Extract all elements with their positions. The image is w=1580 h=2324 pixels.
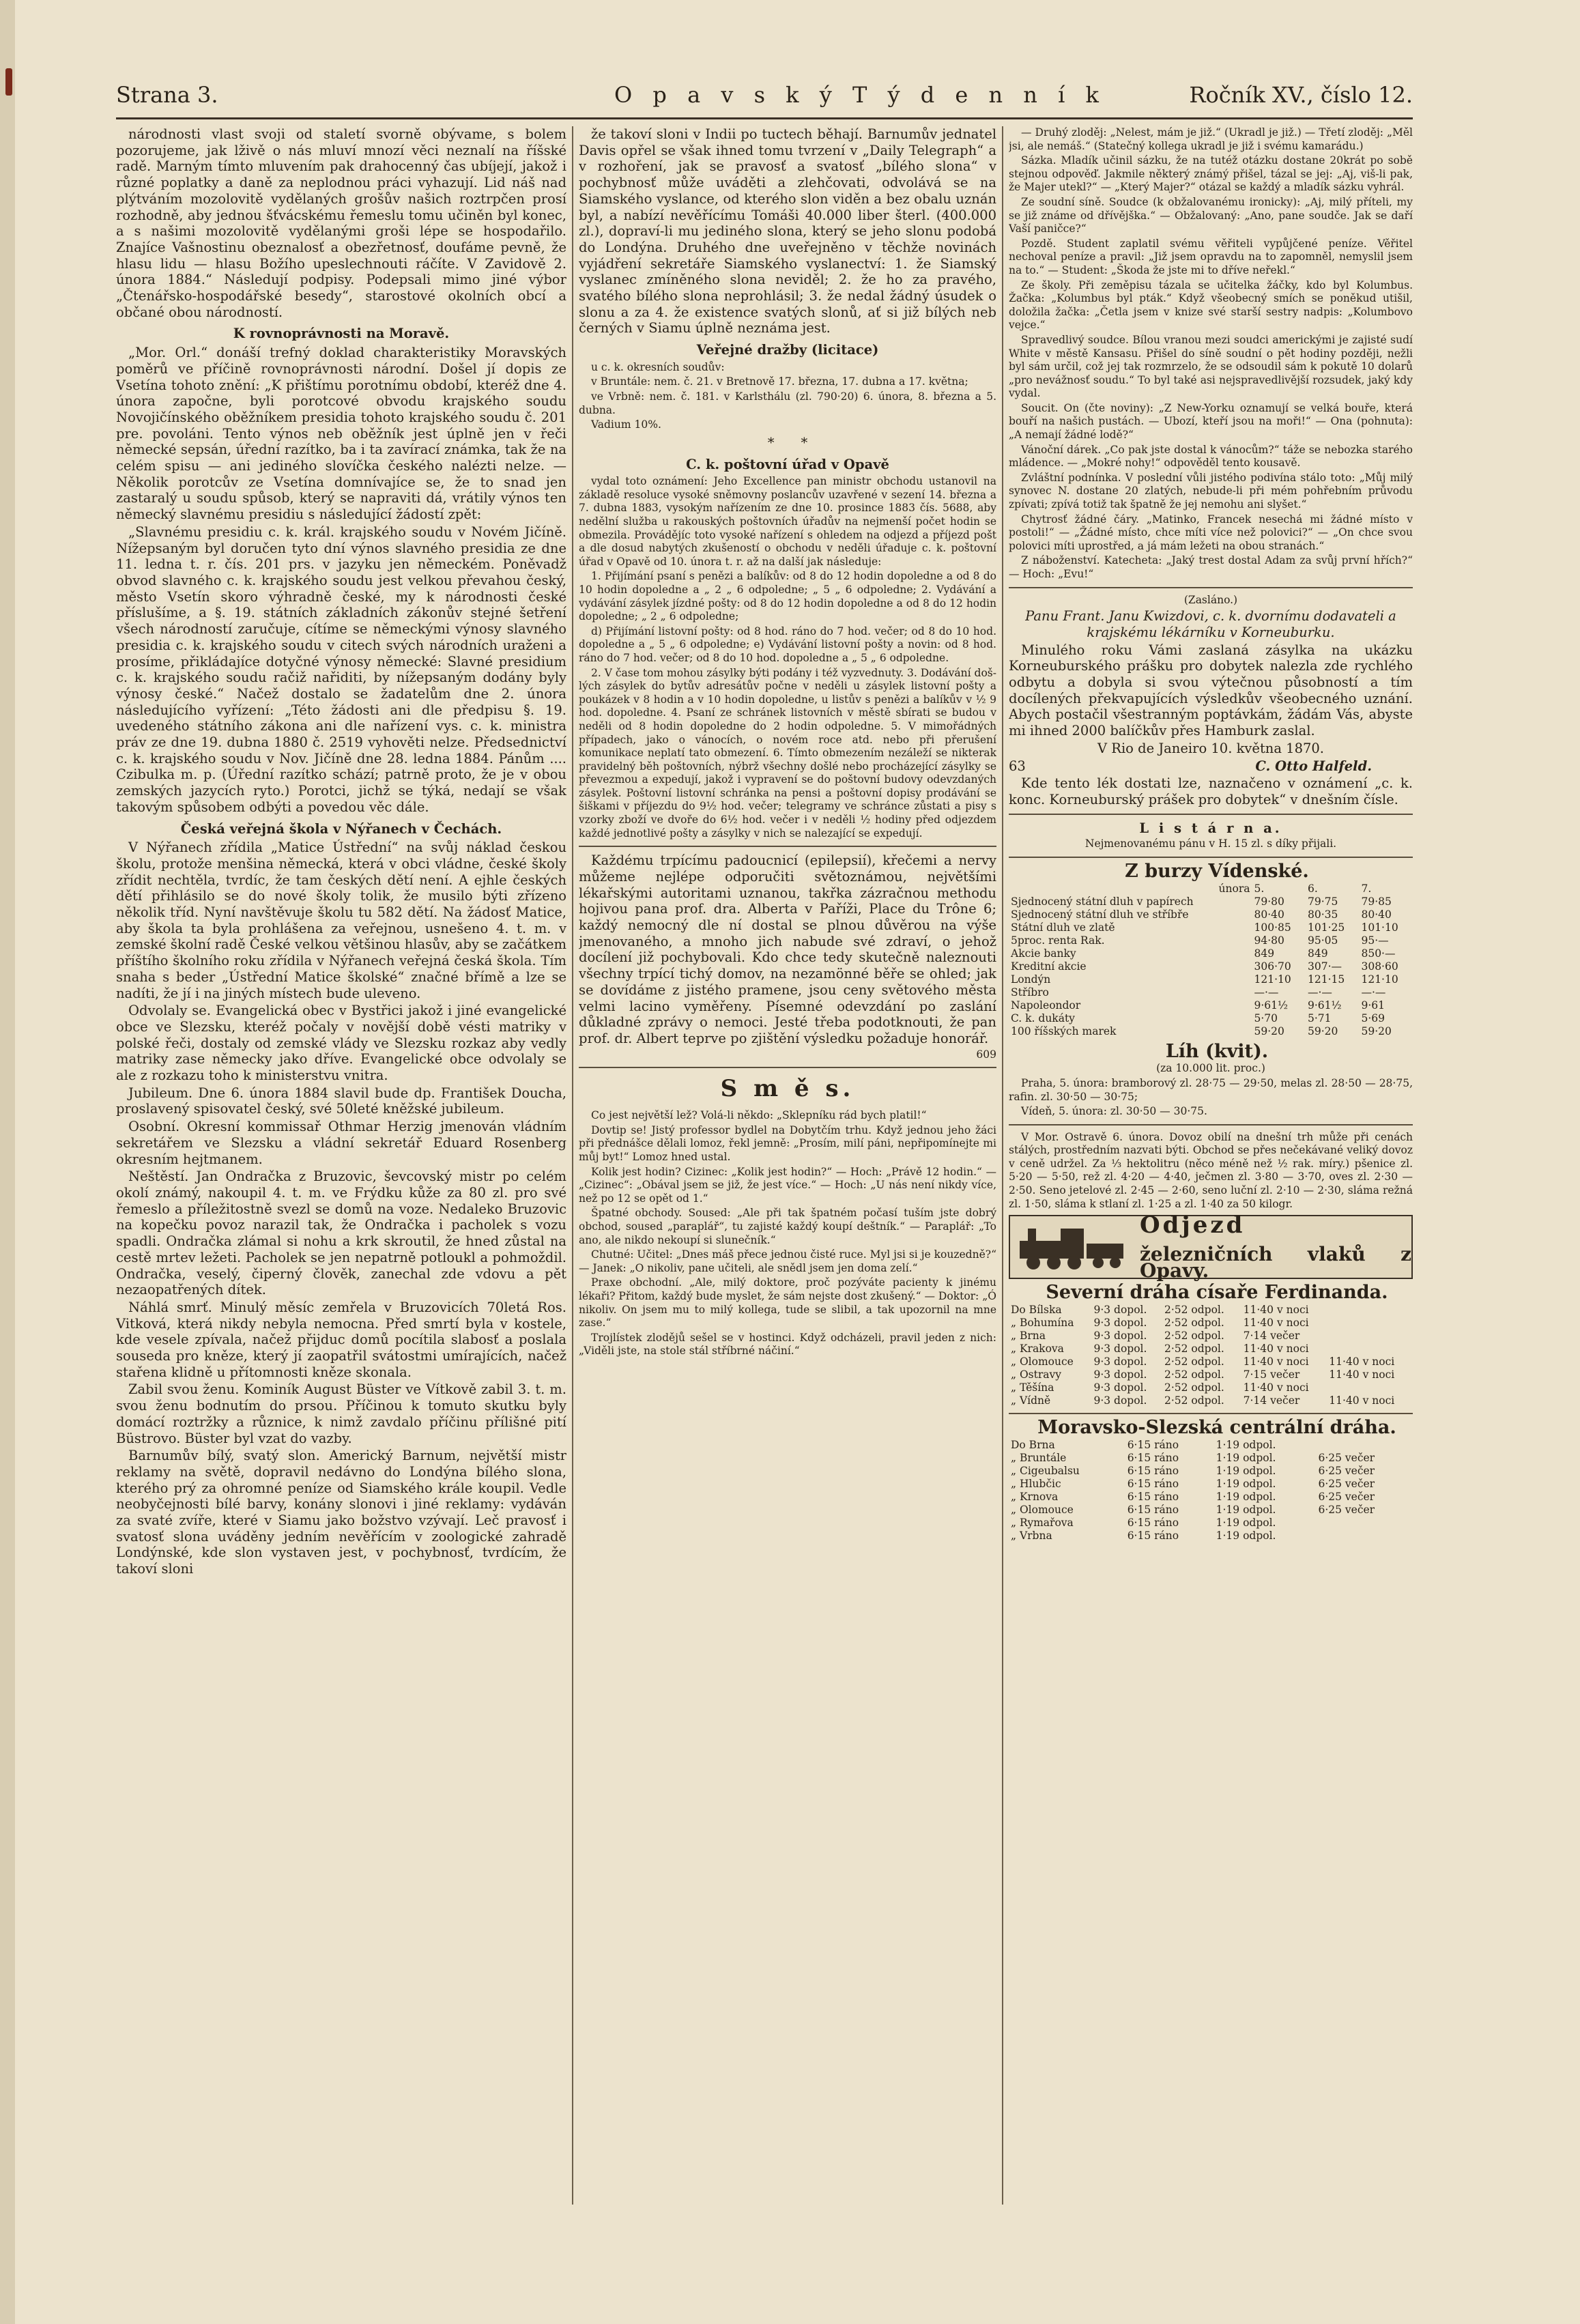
- ad-number: 63: [1009, 758, 1026, 774]
- article-title: K rovnoprávnosti na Moravě.: [233, 326, 450, 342]
- notice-text: Vadium 10%.: [591, 418, 661, 431]
- timetable-row: [1009, 1491, 1413, 1504]
- table-cell: 308·60: [1361, 960, 1398, 973]
- table-cell: [1327, 1304, 1413, 1317]
- table-cell: 1·19 odpol.: [1216, 1503, 1276, 1516]
- table-cell: 5·71: [1307, 1012, 1332, 1024]
- section-rule: [1009, 587, 1413, 588]
- table-cell: 1·19 odpol.: [1216, 1477, 1276, 1490]
- article-paragraph: „Slavnému presidiu c. k. král. krajského soudu v Novém Jičíně. Nížepsaným byl doručen tyto dní výnos slavného presidia ze dne 11. ledna t. r. čís. 201 prs. v jazyku jen německém. Poněvadž obvod slavného c. k. krajského soudu jest velkou převahou český, město Vsetín skoro výhradně české, my k národnosti české příslušíme, a §. 19. státních základních zákonův stejné šetření všech národností zaručuje, cítíme se německými výnosy slavného presidia c. k. krajského soudu v citech svých národních uraženi a prosíme, přikládajíce dotyčné výnosy německé: Slavné presidium c. k. krajského soudu račiž nařiditi, by nížepsaným dodány byly výnosy české.“ Načež dostalo se žadatelům dne 2. února následujícího vyřízení: „Této žádosti ani dle předpisu §. 19. uvedeného státního zákona ani dle nařízení vys. c. k. ministra práv ze dne 19. dubna 1880 č. 2519 vyhověti nelze. Předsednictví c. k. krajského soudu v Nov. Jičíně dne 28. ledna 1884. Pánům .... Czibulka m. p. (Úřední razítko schází; patrně proto, že je v obou zemských jazycích ryto.) Porotci, jichž se týká, nedají se však takovým spůsobem odbýti a povedou věc dále.: [116, 523, 566, 815]
- letter-address: Panu Frant. Janu Kwizdovi, c. k. dvornímu dodavateli a krajskému lékárníku v Korneuburku.: [1025, 608, 1396, 640]
- table-cell: Do Brna: [1011, 1438, 1055, 1451]
- burza-row: [1009, 908, 1413, 921]
- table-header-row: [1009, 883, 1413, 895]
- table-cell: [1316, 1517, 1413, 1530]
- grain-market: V Mor. Ostravě 6. února. Dovoz obilí na dnešní trh může při cenách stálých, prostředním nazvati býti. Obchod se přes nečekávané veliký dovoz v ceně udržel. Za ⅓ hektolitru (něco méně než ½ rak. míry.) pšenice zl. 5·20 — 5·50, rež zl. 4·20 — 4·40, ječmen zl. 3·80 — 3·70, oves zl. 2·30 — 2·50. Seno jetelové zl. 2·45 — 2·60, seno luční zl. 2·10 — 2·30, sláma režná zl. 1·50, sláma k stlaní zl. 1·25 a zl. 1·40 za 50 kilogr.: [1009, 1130, 1413, 1210]
- table-cell: 121·10: [1254, 973, 1291, 986]
- table-cell: 6·25 večer: [1318, 1477, 1375, 1490]
- anecdote: Chytrosť žádné čáry. „Matinko, Francek nesechá mi žádné místo v postoli!“ — „Žádné místo, chce míti více než polovici?“ — „On chce svou polovici míti uprostřed, a já mám ležeti na obou stranách.“: [1009, 513, 1413, 552]
- table-cell: 2·52 odpol.: [1164, 1394, 1224, 1407]
- table-cell: „ Olomouce: [1011, 1503, 1074, 1516]
- table-cell: 80·35: [1307, 908, 1338, 921]
- anecdote: Spravedlivý soudce. Bílou vranou mezi soudci americkými je zajisté sudí White v městě Kansasu. Přišel do síně soudní o pět hodiny později, nežli byl sám určil, což jej tak rozmrzelo, že se odsoudil sám k pokutě 10 dolarů „pro nevážnosť soudu.“ To byl také asi nejspravedlivější rozsudek, jaký kdy vydal.: [1009, 333, 1413, 400]
- section-rule: [579, 846, 996, 847]
- railway-title: Severní dráha císaře Ferdinanda.: [1046, 1282, 1388, 1304]
- table-cell: 79·75: [1307, 895, 1338, 908]
- article-paragraph: Neštěstí. Jan Ondračka z Bruzovic, ševcovský mistr po celém okolí známý, nakoupil 4. t. m. ve Frýdku kůže za 80 zl. pro své řemeslo a příležitostně svezl se domů na voze. Nedaleko Bruzovic na kopečku povoz narazil tak, že Ondračka i pacholek s vozu spadli. Ondračka zlámal si nohu a krk skroutil, že hned zůstal na cestě mrtev ležeti. Pacholek se jen nepatrně potloukl a pohmoždil. Ondračka, veselý, čiperný člověk, zanechal zde vdovu a pět nezaopatřených dítek.: [116, 1168, 566, 1298]
- table-header: února: [1218, 882, 1250, 895]
- table-cell: 5·69: [1361, 1012, 1385, 1024]
- notice-text: d) Přijímání listovní pošty: od 8 hod. ráno do 7 hod. večer; od 8 do 10 hod. dopoledne a „ 5 „ 6 odpoledne; e) Vydávání listovní pošty a novin: od 8 hod. ráno do 7 hod. večer; od 8 do 10 hod. dopoledne a „ 5 „ 6 odpoledne.: [579, 625, 996, 664]
- table-cell: 9·3 dopol.: [1093, 1355, 1147, 1368]
- timetable-row: [1009, 1465, 1413, 1478]
- table-cell: 59·20: [1307, 1024, 1338, 1037]
- table-cell: 59·20: [1254, 1024, 1284, 1037]
- table-cell: 11·40 v noci: [1329, 1368, 1395, 1381]
- table-cell: 100·85: [1254, 921, 1291, 934]
- anecdote: Kolik jest hodin? Cizinec: „Kolik jest hodin?“ — Hoch: „Právě 12 hodin.“ — „Cizinec“: „Obával jsem se již, že jest více.“ — Hoch: „U nás není nikdy více, než po 12 se opět od 1.“: [579, 1165, 996, 1205]
- table-cell: 6·25 večer: [1318, 1464, 1375, 1477]
- burza-row: [1009, 895, 1413, 908]
- timetable-row: [1009, 1330, 1413, 1343]
- lih-subtitle: (za 10.000 lit. proc.): [1156, 1062, 1265, 1075]
- letter-date: V Rio de Janeiro 10. května 1870.: [1097, 740, 1325, 756]
- timetable-row: [1009, 1304, 1413, 1317]
- timetable-row: [1009, 1317, 1413, 1330]
- table-cell: 6·15 ráno: [1127, 1490, 1179, 1503]
- page-number: Strana 3.: [116, 82, 218, 108]
- table-cell: 849: [1307, 947, 1328, 960]
- table-cell: [1327, 1330, 1413, 1343]
- page-binding: [0, 0, 15, 2324]
- table-cell: „ Krakova: [1011, 1342, 1064, 1355]
- table-cell: [1316, 1530, 1413, 1543]
- burza-row: [1009, 960, 1413, 973]
- table-cell: 95·—: [1361, 934, 1389, 947]
- ad-number: 609: [976, 1048, 996, 1061]
- issue-info: Ročník XV., číslo 12.: [1189, 82, 1413, 108]
- timetable-row: [1009, 1517, 1413, 1530]
- anecdote: Sázka. Mladík učinil sázku, že na tutéž otázku dostane 20krát po sobě stejnou odpověď. Jakmile některý známý přišel, tázal se jej: „Aj, viš-li pak, že Majer utekl?“ — „Který Majer?“ otázal se každý a mladík sázku vyhrál.: [1009, 154, 1413, 194]
- table-cell: 5proc. renta Rak.: [1011, 934, 1105, 947]
- notice-text: vydal toto oznámení: Jeho Excellence pan ministr obchodu ustanovil na základě resoluce vysoké sněmovny poslancův uzavřené v sezení 14. března a 7. dubna 1883, vysokým nařízením ze dne 10. prosince 1883 čís. 5688, aby nedělní služba u rakouských poštovních úřadův na nejmenší počet hodin se obmezila. Provádějíc toto vysoké nařízení s ohledem na odjezd a příjezd pošt a dle dosud nabytých zkušeností o obchodu v neděli úřaduje c. k. poštovní úřad v Opavě od 10. února t. r. až na další jak následuje:: [579, 475, 996, 568]
- listarna-text: Nejmenovanému pánu v H. 15 zl. s díky přijali.: [1085, 837, 1337, 850]
- article-paragraph: Osobní. Okresní kommissař Othmar Herzig jmenován vládním sekretářem ve Slezsku a vládní sekretář Eduard Rosenberg okresním hejtmanem.: [116, 1119, 566, 1167]
- table-cell: „ Bruntále: [1011, 1451, 1067, 1464]
- letter-signature: C. Otto Halfeld.: [1255, 758, 1372, 774]
- table-cell: „ Těšína: [1011, 1381, 1054, 1394]
- table-cell: „ Brna: [1011, 1329, 1046, 1342]
- article-paragraph: Barnumův bílý, svatý slon. Americký Barnum, největší mistr reklamy na světě, dopravil nedávno do Londýna bílého slona, kterého prý za ohromné peníze od Siamského krále koupil. Vedle neobyčejnosti bílé barvy, konány slonovi i jiné reklamy: vydáván za svaté zvíře, které v Siamu jako božstvo vzývají. Leč pravosť i svatosť slona uváděny jedním nevěřícím v zoologické zahradě Londýnské, kde slon vystaven jest, v pochybnosť, tvrdícím, že takoví sloni: [116, 1448, 566, 1577]
- burza-row: [1009, 1012, 1413, 1025]
- table-cell: „ Vídně: [1011, 1394, 1051, 1407]
- table-cell: 79·80: [1254, 895, 1284, 908]
- table-cell: 11·40 v noci: [1329, 1355, 1395, 1368]
- anecdote: Zvláštní podnínka. V poslední vůli jistého podivína stálo toto: „Můj milý synovec N. dostane 20 zlatých, nebude-li při mém pohřebním průvodu zpívati; zpívá totiž tak špatně že jej nemohu ani slyšet.“: [1009, 471, 1413, 511]
- section-rule: [1009, 1413, 1413, 1414]
- burza-row: [1009, 947, 1413, 960]
- column-1: [116, 126, 566, 2205]
- table-cell: 2·52 odpol.: [1164, 1342, 1224, 1355]
- anecdote: Špatné obchody. Soused: „Ale při tak špatném počasí tuším jste dobrý obchod, soused „paraplář“, tu zajisté každý koupí deštník.“ — Paraplář: „To ano, ale nikdo nekoupí si slunečník.“: [579, 1207, 996, 1246]
- article-paragraph: že takoví sloni v Indii po tuctech běhají. Barnumův jednatel Davis opřel se však ihned tomu tvrzení v „Daily Telegraph“ a v rozhoření, jak se pravosť a svatosť „bílého slona“ v pochybnosť může uváděti a zlehčovati, odvolává se na Siamského vyslance, od kterého slon viděn a bez obalu uznán byl, a nabízí nevěřícímu Tomáši 40.000 liber šterl. (400.000 zl.), dopraví-li mu jediného slona, který se jeho slonu podobá do Londýna. Druhého dne uveřejněno v těchže novinách vyjádření sekretáře Siamského vyslanectví: 1. že Siamský vyslanec zmíněného slona neviděl; 2. že ho za pravého, svatého bílého slona neprohlásil; 3. že nedal žádný úsudek o slonu a za 4. že existence svatých slonů, ať si již bílých neb černých v Siamu úplně neznáma jest.: [579, 126, 996, 336]
- section-rule: [1009, 1124, 1413, 1125]
- table-cell: Sjednocený státní dluh ve stříbře: [1011, 908, 1189, 921]
- table-cell: 95·05: [1307, 934, 1338, 947]
- table-cell: 9·3 dopol.: [1093, 1368, 1147, 1381]
- table-cell: 306·70: [1254, 960, 1291, 973]
- anecdote: — Druhý zloděj: „Nelest, mám je již.“ (Ukradl je již.) — Třetí zloděj: „Měl jsi, ale nemáš.“ (Statečný kollega ukradl je již i svému kamarádu.): [1009, 126, 1413, 152]
- letter-note: Kde tento lék dostati lze, naznačeno v oznámení „c. k. konc. Korneuburský prášek pro dobytek“ v dnešním čísle.: [1009, 775, 1413, 807]
- table-header: 7.: [1361, 882, 1372, 895]
- letter-signature-line: [1009, 758, 1413, 775]
- table-cell: 1·19 odpol.: [1216, 1516, 1276, 1529]
- table-cell: „ Rymařova: [1011, 1516, 1074, 1529]
- table-cell: „ Bohumína: [1011, 1316, 1074, 1329]
- timetable-row: [1009, 1478, 1413, 1491]
- anecdote: Z náboženství. Katecheta: „Jaký trest dostal Adam za svůj první hřích?“ — Hoch: „Evu!“: [1009, 554, 1413, 580]
- table-cell: Napoleondor: [1011, 999, 1081, 1012]
- table-cell: 9·3 dopol.: [1093, 1342, 1147, 1355]
- anecdote: Chutné: Učitel: „Dnes máš přece jednou čisté ruce. Myl jsi si je kouzedně?“ — Janek: „O nikoliv, pane učiteli, ale snědl jsem jen doma zelí.“: [579, 1248, 996, 1274]
- timetable-row: [1009, 1439, 1413, 1452]
- table-cell: 6·25 večer: [1318, 1451, 1375, 1464]
- table-cell: 9·3 dopol.: [1093, 1329, 1147, 1342]
- table-cell: 9·61½: [1307, 999, 1342, 1012]
- table-cell: 11·40 v noci: [1243, 1342, 1309, 1355]
- anecdote: Co jest největší lež? Volá-li někdo: „Sklepníku rád bych platil!“: [591, 1109, 927, 1122]
- table-cell: 2·52 odpol.: [1164, 1368, 1224, 1381]
- table-cell: 11·40 v noci: [1243, 1316, 1309, 1329]
- column-divider: [572, 126, 573, 2205]
- lih-price: Praha, 5. února: bramborový zl. 28·75 — 29·50, melas zl. 28·50 — 28·75, rafin. zl. 30·50 — 30·75;: [1009, 1076, 1413, 1103]
- column-divider: [1002, 126, 1003, 2205]
- timetable-row: [1009, 1381, 1413, 1394]
- table-cell: [1327, 1343, 1413, 1355]
- table-cell: 59·20: [1361, 1024, 1392, 1037]
- table-cell: 80·40: [1254, 908, 1284, 921]
- listarna-title: L i s t á r n a.: [1139, 820, 1282, 836]
- anecdote: Vánoční dárek. „Co pak jste dostal k vánocům?“ táže se nebozka starého mládence. — „Mokré nohy!“ odpověděl tento kousavě.: [1009, 443, 1413, 470]
- table-cell: Státní dluh ve zlatě: [1011, 921, 1115, 934]
- table-cell: 6·15 ráno: [1127, 1503, 1179, 1516]
- binding-mark: [5, 68, 12, 96]
- article-title: Česká veřejná škola v Nýřanech v Čechách.: [180, 820, 502, 837]
- table-cell: Do Bílska: [1011, 1303, 1062, 1316]
- notice-text: 2. V čase tom mohou zásylky býti podány i též vyzvednuty. 3. Dodávání došlých zásylek do bytův adresátův počne v neděli u zásylek listovní pošty a poukázek v 8 hodin a v 10 hodin dopoledne, u listův s penězi a balíkův v ½ 9 hod. dopoledne. 4. Psaní ze schránek listovních v městě sbírati se budou v neděli od 8 hodin dopoledne do 2 hodin odpoledne. 5. V mimořádných případech, jako o vánocích, o novém roce atd. nebo při přerušení komunikace neplatí tato obmezení. 6. Tímto obmezením nezáleží se nikterak pravidelný běh poštovních, nýbrž všechny došlé nebo procházející zásylky se převezmou a expedují, jakož i vypravení se do poštovní budovy odevzdaných zásylek. Poštovní listovní schránka na pensi a poštovní dopisy prodávání se šiškami v příjezdu do 9½ hod. večer; telegramy ve schránce zůstati a pisy s vzorky zboží ve dvoře do 6½ hod. večer i v neděli ½ hodiny před odjezdem každé jednotlivé pošty a zásylky v nich se nalezající se expedují.: [579, 666, 996, 840]
- table-cell: 850·—: [1361, 947, 1396, 960]
- newspaper-title: O p a v s k ý T ý d e n n í k: [614, 82, 1106, 108]
- table-cell: 121·10: [1361, 973, 1398, 986]
- separator-stars: * *: [767, 434, 808, 450]
- article-title: C. k. poštovní úřad v Opavě: [686, 456, 889, 472]
- table-cell: 101·25: [1307, 921, 1345, 934]
- page-header: [116, 82, 1413, 116]
- article-paragraph: Odvolaly se. Evangelická obec v Bystřici jakož i jiné evangelické obce ve Slezsku, kteréž počaly v novější době vésti matriky v polské řeči, dostaly od zemské vlády ve Slezsku rozkaz aby vedly matriky zase německy jako dříve. Evangelické obce odvolaly se ale z rozkazu toho k ministerstvu vnitra.: [116, 1003, 566, 1084]
- anecdote: Dovtip se! Jistý professor bydlel na Dobytčím trhu. Když jednou jeho žáci při přednášce dělali lomoz, řekl jemně: „Prosím, milí páni, nepřipomínejte mi můj byt!“ Lomoz hned ustal.: [579, 1123, 996, 1164]
- table-cell: 94·80: [1254, 934, 1284, 947]
- article-paragraph: národnosti vlast svoji od staletí svorně obývame, s bolem pozorujeme, jak lživě o nás mluví mnozí věci neznalí na říšské radě. Marným tímto mluvením pak drahocenný čas ubíjejí, jakož i různé poplatky a daně za neplodnou práci vyhazují. Lid náš nad plýtváním mozolovitě vydělaných grošův našich roztrpčen prosí rozhodně, aby jednou šťvácskému řemeslu tomu učiněn byl konec, a s našimi mozolovitě vydělanými groši lépe se hospodařilo. Znajíce Vašnostinu obeznalosť a obezřetnosť, doufáme pevně, že hlasu lidu — hlasu Božího upeslechnouti ráčíte. V Zavidově 2. února 1884.“ Následují podpisy. Podepsali mimo jiné výbor „Čtenářsko-hospodářské besedy“, starostové okolních obcí a občané obou národností.: [116, 126, 566, 320]
- table-cell: Sjednocený státní dluh v papírech: [1011, 895, 1194, 908]
- table-cell: —·—: [1361, 986, 1386, 999]
- table-cell: „ Vrbna: [1011, 1529, 1052, 1542]
- table-cell: 100 říšských marek: [1011, 1024, 1117, 1037]
- table-cell: 6·15 ráno: [1127, 1477, 1179, 1490]
- notice-text: u c. k. okresních soudův:: [591, 360, 725, 373]
- notice-text: v Bruntále: nem. č. 21. v Bretnově 17. března, 17. dubna a 17. května;: [591, 375, 968, 388]
- section-rule: [579, 1067, 996, 1068]
- table-cell: Kreditní akcie: [1011, 960, 1087, 973]
- table-cell: 2·52 odpol.: [1164, 1329, 1224, 1342]
- timetable-row: [1009, 1368, 1413, 1381]
- timetable-row: [1009, 1355, 1413, 1368]
- table-cell: Londýn: [1011, 973, 1051, 986]
- table-cell: 9·61: [1361, 999, 1385, 1012]
- table-cell: 849: [1254, 947, 1275, 960]
- anecdote: Pozdě. Student zaplatil svému věřiteli vypůjčené peníze. Věřitel nechoval peníze a pravil: „Již jsem opravdu na to zapomněl, nemyslil jsem na to.“ — Student: „Škoda že jste mi to dříve neřekl.“: [1009, 237, 1413, 276]
- lih-title: Líh (kvit).: [1165, 1040, 1269, 1062]
- burza-row: [1009, 1025, 1413, 1038]
- table-cell: 6·15 ráno: [1127, 1464, 1179, 1477]
- table-cell: 6·15 ráno: [1127, 1529, 1179, 1542]
- burza-row: [1009, 986, 1413, 999]
- table-cell: 11·40 v noci: [1243, 1381, 1309, 1394]
- section-title: S m ě s.: [720, 1075, 855, 1103]
- moravska-drah-table: [1009, 1439, 1413, 1543]
- table-cell: —·—: [1254, 986, 1279, 999]
- timetable-row: [1009, 1343, 1413, 1355]
- table-cell: 307·—: [1307, 960, 1342, 973]
- timetable-row: [1009, 1530, 1413, 1543]
- table-cell: „ Hlubčic: [1011, 1477, 1061, 1490]
- table-cell: 6·15 ráno: [1127, 1516, 1179, 1529]
- timetable-row: [1009, 1394, 1413, 1407]
- column-2: [579, 126, 996, 2112]
- article-paragraph: V Nýřanech zřídila „Matice Ústřední“ na svůj náklad českou školu, protože menšina německá, která v obci vládne, české školy zřídit nechtěla, tvrdíc, že tam českých dětí není. A ejhle českých dětí přihlásilo se do nové školy tolik, že musilo býti zřízeno několik tříd. Nyní navštěvuje školu tu 582 dětí. Na žádosť Matice, aby škola ta byla prohlášena za veřejnou, usnešeno 4. t. m. v zemské školní radě České velkou většinou hlasův, aby se začátkem příštího školního roku zřídila v Nýřanech veřejná česká škola. Tím snaha s beder „Ústřední Matice školské“ značné břímě a lze se nadíti, že jí i na jiných místech bude uleveno.: [116, 840, 566, 1001]
- severni-drah-table: [1009, 1304, 1413, 1407]
- table-cell: 2·52 odpol.: [1164, 1355, 1224, 1368]
- table-cell: 121·15: [1307, 973, 1345, 986]
- table-cell: [1316, 1439, 1413, 1452]
- table-cell: „ Olomouce: [1011, 1355, 1074, 1368]
- odjezd-title: Odjezd: [1140, 1211, 1246, 1239]
- table-cell: 9·3 dopol.: [1093, 1303, 1147, 1316]
- table-cell: 6·15 ráno: [1127, 1451, 1179, 1464]
- anecdote: Soucit. On (čte noviny): „Z New-Yorku oznamují se velká bouře, která bouří na našich pustách. — Ubozí, kteří jsou na moři!“ — Ona (pohnuta): „A nemají žádné lodě?“: [1009, 401, 1413, 442]
- table-cell: 9·3 dopol.: [1093, 1381, 1147, 1394]
- table-cell: „ Cigeubalsu: [1011, 1464, 1080, 1477]
- table-cell: 2·52 odpol.: [1164, 1316, 1224, 1329]
- burza-title: Z burzy Vídenské.: [1125, 860, 1309, 882]
- table-cell: —·—: [1307, 986, 1332, 999]
- table-cell: Akcie banky: [1011, 947, 1076, 960]
- table-cell: 11·40 v noci: [1243, 1303, 1309, 1316]
- table-cell: 101·10: [1361, 921, 1398, 934]
- train-banner: [1009, 1211, 1413, 1282]
- header-rule: [116, 117, 1413, 119]
- advertisement-text: Každému trpícímu padoucnicí (epilepsií), křečemi a nervy můžeme nejlépe odporučiti světoznámou, největšími lékařskými autoritami uznanou, takřka zázračnou methodu hojivou pana prof. dra. Alberta v Paříži, Place du Trône 6; každý nemocný dle ní dostal se plnou důvěrou na výše jmenovaného, a mnoho jich nabude své zdraví, o jehož docílení již pochybovali. Kdo chce tedy skutečně naleznouti všechny trpící tichý domov, na nezamönné běře se ohled; jak se dovídáme z jistého pramene, jsou ceny světového města velmi lacino vyměřeny. Písemné odevzdání po zaslání důkladné zprávy o nemoci. Jesté třeba podotknouti, že pan prof. dr. Albert teprve po zjištění výsledku požaduje honorář.: [579, 852, 996, 1046]
- table-cell: 2·52 odpol.: [1164, 1381, 1224, 1394]
- table-cell: 11·40 v noci: [1329, 1394, 1395, 1407]
- burza-table: [1009, 883, 1413, 1038]
- article-title: Veřejné dražby (licitace): [696, 342, 879, 358]
- table-cell: [1327, 1317, 1413, 1330]
- table-cell: 11·40 v noci: [1243, 1355, 1309, 1368]
- burza-row: [1009, 973, 1413, 986]
- odjezd-subtitle: železničních vlaků z Opavy.: [1140, 1243, 1411, 1282]
- table-cell: Stříbro: [1011, 986, 1049, 999]
- table-header: 5.: [1254, 882, 1265, 895]
- table-cell: 5·70: [1254, 1012, 1278, 1024]
- table-cell: „ Ostravy: [1011, 1368, 1062, 1381]
- anecdote: Ze školy. Při zeměpisu tázala se učitelka žáčky, kdo byl Kolumbus. Žačka: „Kolumbus byl pták.“ Když všeobecný smích se poněkud utišil, doložila žačka: „Četla jsem v knize své starší sestry nadpis: „Kolumbovo vejce.“: [1009, 278, 1413, 332]
- article-paragraph: „Mor. Orl.“ donáší trefný doklad charakteristiky Moravských poměrů ve příčině rovnoprávnosti národní. Došel jí dopis ze Vsetína tohoto znění: „K přištímu porotnímu období, kteréž dne 4. února započne, byli porotcové obvodu krajského soudu Novojičínského oběžníkem presidia tohoto krajského soudu č. 201 pre. povoláni. Tento výnos neb oběžník jest úplně jen v řeči německé sepsán, úřední razítko, ba i ta zavírací známka, tak že na celém spisu — ani jediného slovíčka českého nalézti nelze. — Několik porotcův ze Vsetína domnívajíce se, že to snad jen zastaralý u soudu spůsob, který se napraviti dá, vrátily výnos ten německý slavnému presidiu s následující žádostí zpět:: [116, 345, 566, 523]
- timetable-row: [1009, 1452, 1413, 1465]
- railway-title: Moravsko-Slezská centrální dráha.: [1037, 1416, 1396, 1438]
- table-cell: 9·61½: [1254, 999, 1289, 1012]
- anecdote: Ze soudní síně. Soudce (k obžalovanému ironicky): „Aj, milý příteli, my se již známe od dřívějška.“ — Obžalovaný: „Ano, pane soudče. Jak se daří Vaší paničce?“: [1009, 195, 1413, 235]
- table-cell: 80·40: [1361, 908, 1392, 921]
- burza-row: [1009, 999, 1413, 1012]
- table-cell: 2·52 odpol.: [1164, 1303, 1224, 1316]
- article-paragraph: Zabil svou ženu. Kominík August Büster ve Vítkově zabil 3. t. m. svou ženu bodnutím do prsou. Příčinou k tomuto skutku byly domácí roztržky a různice, k nimž zavdalo příčinu přílišné pití Büstrovo. Büster byl vzat do vazby.: [116, 1381, 566, 1446]
- notice-text: 1. Přijímání psaní s penězi a balíkův: od 8 do 12 hodin dopoledne a od 8 do 10 hodin dopoledne a „ 2 „ 6 odpoledne; „ 5 „ 6 odpoledne; 2. Vydávání a vydávání zásylek jízdné pošty: od 8 do 12 hodin dopoledne a od 8 do 12 hodin dopoledne; „ 2 „ 6 odpoledne;: [579, 570, 996, 623]
- table-cell: 1·19 odpol.: [1216, 1451, 1276, 1464]
- letter-body: Minulého roku Vámi zaslaná zásylka na ukázku Korneuburského prášku pro dobytek nalezla zde rychlého odbytu a dobyla si svou výtečnou působností a tím docílených překvapujících výsledkův všeobecného uznání. Abych postačil všestranným poptávkám, žádám Vás, abyste mi ihned 2000 balíčkův přes Hamburk zaslal.: [1009, 642, 1413, 739]
- table-cell: 1·19 odpol.: [1216, 1529, 1276, 1542]
- table-cell: [1327, 1381, 1413, 1394]
- burza-row: [1009, 921, 1413, 934]
- article-paragraph: Náhlá smrť. Minulý měsíc zemřela v Bruzovicích 70letá Ros. Vitková, která nikdy nebyla nemocna. Před smrtí byla v kostele, kde vesele zpívala, načež přijduc domů pocítila slabosť a poslala souseda pro kněze, který jí zaopatřil svátostmi umírajících, načež stařena klidně u přítomnosti kněze skonala.: [116, 1299, 566, 1380]
- table-cell: 6·15 ráno: [1127, 1438, 1179, 1451]
- table-cell: 6·25 večer: [1318, 1490, 1375, 1503]
- notice-text: ve Vrbně: nem. č. 181. v Karlsthálu (zl. 790·20) 6. února, 8. března a 5. dubna.: [579, 390, 996, 416]
- zaslano-label: (Zasláno.): [1183, 593, 1238, 606]
- article-paragraph: Jubileum. Dne 6. února 1884 slavil bude dp. František Doucha, proslavený spisovatel český, své 50leté kněžské jubileum.: [116, 1085, 566, 1117]
- table-cell: 9·3 dopol.: [1093, 1394, 1147, 1407]
- table-cell: 1·19 odpol.: [1216, 1490, 1276, 1503]
- table-cell: 1·19 odpol.: [1216, 1464, 1276, 1477]
- table-cell: 6·25 večer: [1318, 1503, 1375, 1516]
- section-rule: [1009, 814, 1413, 815]
- table-cell: C. k. dukáty: [1011, 1012, 1075, 1024]
- lih-price: Vídeň, 5. února: zl. 30·50 — 30·75.: [1021, 1105, 1207, 1118]
- table-cell: 79·85: [1361, 895, 1392, 908]
- table-cell: 7·14 večer: [1243, 1329, 1300, 1342]
- section-rule: [1009, 857, 1413, 858]
- burza-row: [1009, 934, 1413, 947]
- table-cell: „ Krnova: [1011, 1490, 1059, 1503]
- column-3: [1009, 126, 1413, 2205]
- table-header: 6.: [1307, 882, 1318, 895]
- anecdote: Praxe obchodní. „Ale, milý doktore, proč pozýváte pacienty k jinému lékaři? Přitom, každý bude myslet, že sám nejste dost zkušený.“ — Doktor: „Ó nikoliv. On jsem mu to milý kollega, tude se slibil, a tak upozornil na mne zase.“: [579, 1276, 996, 1330]
- timetable-row: [1009, 1504, 1413, 1517]
- table-cell: 7·15 večer: [1243, 1368, 1300, 1381]
- table-cell: 9·3 dopol.: [1093, 1316, 1147, 1329]
- locomotive-icon: [1013, 1220, 1129, 1272]
- anecdote: Trojlístek zlodějů sešel se v hostinci. Když odcházeli, pravil jeden z nich: „Viděli jste, na stole stál stříbrné náčiní.“: [579, 1331, 996, 1358]
- table-cell: 7·14 večer: [1243, 1394, 1300, 1407]
- table-cell: 1·19 odpol.: [1216, 1438, 1276, 1451]
